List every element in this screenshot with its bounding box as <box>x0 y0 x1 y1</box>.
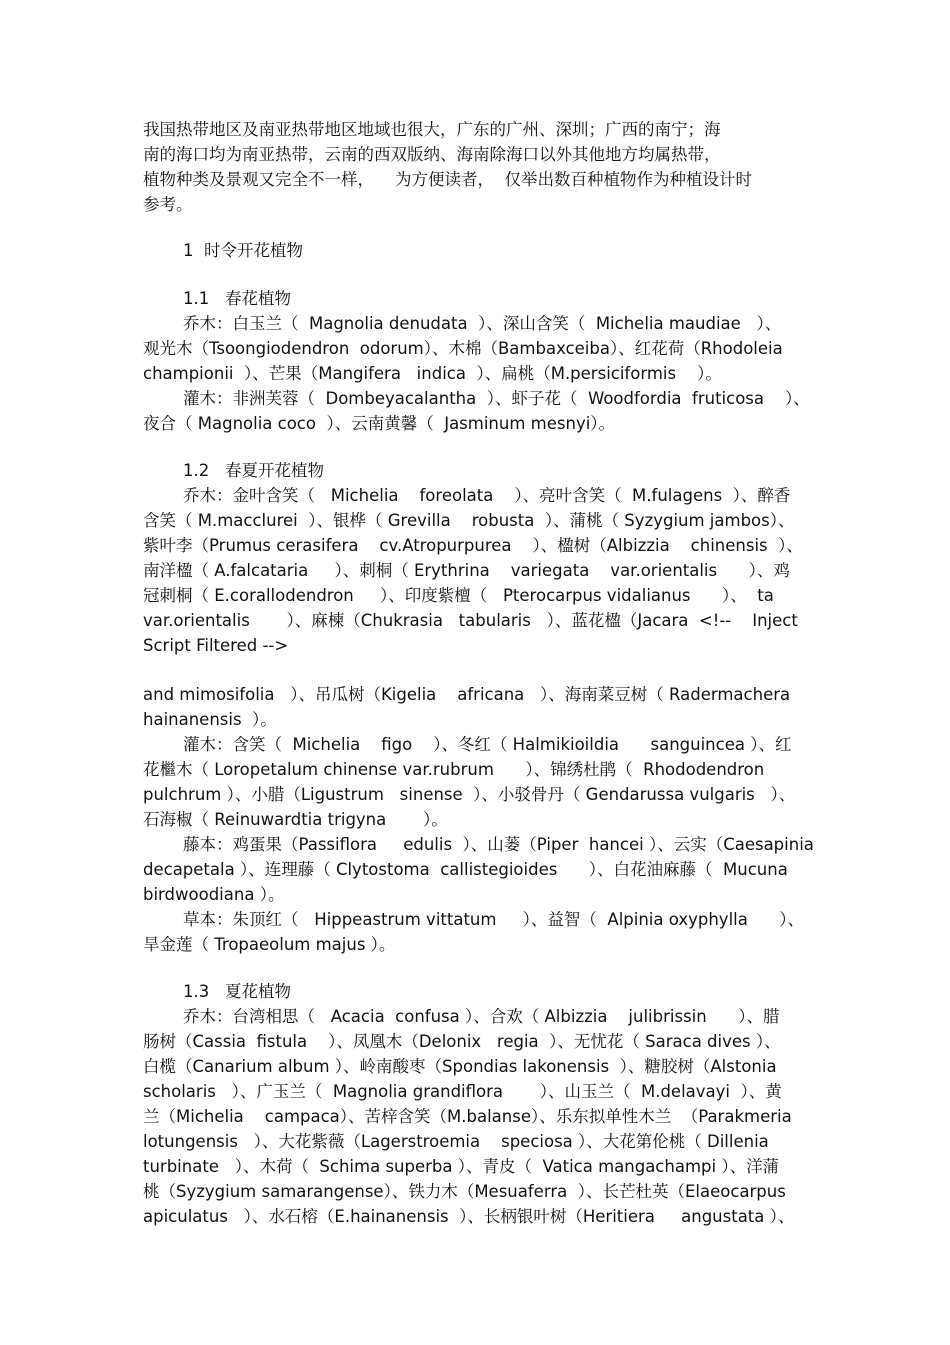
summer-trees-line-7: turbinate ）、木荷（ Schima superba ）、青皮（ Vatica mangachampi ）、洋蒲 <box>143 1157 780 1176</box>
springsummer-trees-line-5: 冠刺桐（ E.corallodendron ）、印度紫檀（ Pterocarpus vidalianus ）、 ta <box>143 586 774 605</box>
springsummer-shrubs-line-4: 石海椒（ Reinuwardtia trigyna ）。 <box>143 810 448 829</box>
intro-line-2: 南的海口均为南亚热带，云南的西双版纳、海南除海口以外其他地方均属热带， <box>143 145 721 164</box>
springsummer-trees-line-9: hainanensis ）。 <box>143 710 277 729</box>
intro-line-3: 植物种类及景观又完全不一样， 为方便读者， 仅举出数百种植物作为种植设计时 <box>143 170 752 189</box>
spring-shrubs-line-1: 灌木：非洲芙蓉（ Dombeyacalantha ）、虾子花（ Woodfordia fruticosa ）、 <box>183 389 810 408</box>
springsummer-shrubs-line-2: 花檵木（ Loropetalum chinense var.rubrum ）、锦绣杜鹃（ Rhododendron <box>143 760 765 779</box>
subsection-heading-1-3: 1.3 夏花植物 <box>183 982 291 1001</box>
summer-trees-line-4: scholaris ）、广玉兰（ Magnolia grandiflora ）、山玉兰（ M.delavayi ）、黄 <box>143 1082 782 1101</box>
summer-trees-line-1: 乔木：台湾相思（ Acacia confusa ）、合欢（ Albizzia julibrissin ）、腊 <box>183 1007 780 1026</box>
springsummer-herbs-line-1: 草本：朱顶红（ Hippeastrum vittatum ）、益智（ Alpinia oxyphylla ）、 <box>183 910 805 929</box>
section-heading-1: 1 时令开花植物 <box>183 241 303 260</box>
summer-trees-line-6: lotungensis ）、大花紫薇（Lagerstroemia speciosa ）、大花第伦桃（ Dillenia <box>143 1132 769 1151</box>
intro-line-1: 我国热带地区及南亚热带地区地域也很大，广东的广州、深圳；广西的南宁；海 <box>143 120 721 139</box>
summer-trees-line-5: 兰（Michelia campaca）、苦梓含笑（M.balanse）、乐东拟单性木兰 （Parakmeria <box>143 1107 792 1126</box>
spring-trees-line-2: 观光木（Tsoongiodendron odorum）、木棉（Bambaxceiba）、红花荷（Rhodoleia <box>143 339 783 358</box>
springsummer-trees-line-3: 紫叶李（Prumus cerasifera cv.Atropurpurea ）、楹树（Albizzia chinensis ）、 <box>143 536 803 555</box>
springsummer-trees-line-1: 乔木：金叶含笑（ Michelia foreolata ）、亮叶含笑（ M.fulagens ）、醉香 <box>183 486 791 505</box>
springsummer-herbs-line-2: 旱金莲（ Tropaeolum majus ）。 <box>143 935 396 954</box>
subsection-heading-1-1: 1.1 春花植物 <box>183 289 291 308</box>
intro-line-4: 参考。 <box>143 195 193 214</box>
springsummer-vines-line-3: birdwoodiana ）。 <box>143 885 285 904</box>
spring-trees-line-1: 乔木：白玉兰（ Magnolia denudata ）、深山含笑（ Michelia maudiae ）、 <box>183 314 782 333</box>
springsummer-trees-line-2: 含笑（ M.macclurei ）、银桦（ Grevilla robusta ）、蒲桃（ Syzygium jambos）、 <box>143 511 795 530</box>
springsummer-shrubs-line-3: pulchrum ）、小腊（Ligustrum sinense ）、小驳骨丹（ Gendarussa vulgaris ）、 <box>143 785 796 804</box>
springsummer-shrubs-line-1: 灌木：含笑（ Michelia figo ）、冬红（ Halmikioildia sanguincea ）、红 <box>183 735 792 754</box>
spring-shrubs-line-2: 夜合（ Magnolia coco ）、云南黄馨（ Jasminum mesnyi）。 <box>143 414 616 433</box>
summer-trees-line-8: 桃（Syzygium samarangense）、铁力木（Mesuaferra ）、长芒杜英（Elaeocarpus <box>143 1182 786 1201</box>
springsummer-trees-line-7: Script Filtered --> <box>143 636 289 655</box>
summer-trees-line-9: apiculatus ）、水石榕（E.hainanensis ）、长柄银叶树（Heritiera angustata ）、 <box>143 1207 795 1226</box>
springsummer-vines-line-2: decapetala ）、连理藤（ Clytostoma callistegioides ）、白花油麻藤（ Mucuna <box>143 860 788 879</box>
spring-trees-line-3: championii ）、芒果（Mangifera indica ）、扁桃（M.persiciformis ）。 <box>143 364 722 383</box>
springsummer-trees-line-8: and mimosifolia ）、吊瓜树（Kigelia africana ）、海南菜豆树（ Radermachera <box>143 685 791 704</box>
springsummer-trees-line-6: var.orientalis ）、麻楝（Chukrasia tabularis ）、蓝花楹（Jacara <!-- Inject <box>143 611 798 630</box>
summer-trees-line-2: 肠树（Cassia fistula ）、凤凰木（Delonix regia ）、无忧花（ Saraca dives ）、 <box>143 1032 781 1051</box>
summer-trees-line-3: 白榄（Canarium album ）、岭南酸枣（Spondias lakonensis ）、糖胶树（Alstonia <box>143 1057 777 1076</box>
springsummer-trees-line-4: 南洋楹（ A.falcataria ）、刺桐（ Erythrina variegata var.orientalis ）、鸡 <box>143 561 790 580</box>
springsummer-vines-line-1: 藤本：鸡蛋果（Passiflora edulis ）、山蒌（Piper hancei ）、云实（Caesapinia <box>183 835 814 854</box>
subsection-heading-1-2: 1.2 春夏开花植物 <box>183 461 324 480</box>
